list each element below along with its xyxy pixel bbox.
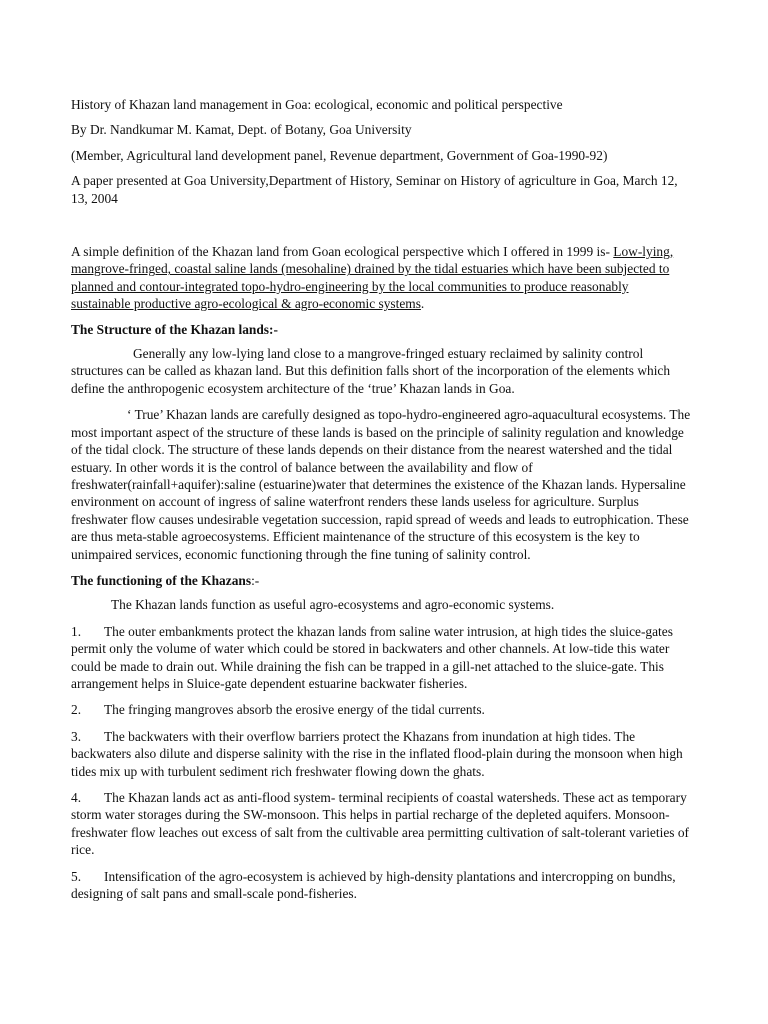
list-item-text: The backwaters with their overflow barriers protect the Khazans from inundation at high tides. The backwaters also dilute and disperse salinity with the rise in the inflated flood-plain during the monsoon when high tides mix up with turbulent sediment rich freshwater flowing down the ghats. <box>71 728 683 779</box>
functioning-heading <box>71 572 691 589</box>
list-item-text: Intensification of the agro-ecosystem is achieved by high-density plantations and intercropping on bundhs, designing of salt pans and small-scale pond-fisheries. <box>71 868 676 902</box>
list-item-text: The outer embankments protect the khazan lands from saline water intrusion, at high tides the sluice-gates permit only the volume of water which could be stored in backwaters and other channels. At low-tide this water could be made to drain out. While draining the fish can be trapped in a gill-net attached to the sluice-gate. This arrangement helps in Sluice-gate dependent estuarine backwater fisheries. <box>71 623 673 691</box>
list-item <box>71 728 691 780</box>
paper-title: History of Khazan land management in Goa: ecological, economic and political perspective <box>71 97 563 112</box>
presentation-line: A paper presented at Goa University,Department of History, Seminar on History of agriculture in Goa, March 12, 13, 2004 <box>71 173 678 206</box>
list-item <box>71 623 691 693</box>
functioning-heading-text: The functioning of the Khazans <box>71 572 252 588</box>
definition-underlined: Low-lying, mangrove-fringed, coastal saline lands (mesohaline) drained by the tidal estuaries which have been subjected to planned and contour-integrated topo-hydro-engineering by the local communities to produce reasonably sustainable productive agro-ecological & agro-economic systems <box>71 244 674 312</box>
list-item-number: 2. <box>71 702 82 718</box>
membership-line: (Member, Agricultural land development panel, Revenue department, Government of Goa-1990-92) <box>71 147 608 163</box>
list-item-number: 4. <box>71 790 82 805</box>
list-item <box>71 789 691 859</box>
definition-end: . <box>420 296 425 312</box>
structure-heading: The Structure of the Khazan lands:- <box>71 321 278 337</box>
list-item-number: 5. <box>71 868 82 884</box>
structure-paragraph-2: ‘ True’ Khazan lands are carefully designed as topo-hydro-engineered agro-aquacultural ecosystems. The most important aspect of the structure of these lands is based on the principle of salinity regulation and knowledge of the tidal clock. The structure of these lands depends on their distance from the nearest watershed and the tidal estuary. In other words it is the control of balance between the availability and flow of freshwater(rainfall+aquifer):saline (estuarine)water that determines the existence of the Khazan lands. Hypersaline environment on account of ingress of saline waterfront renders these lands useless for agriculture. Surplus freshwater flow causes undesirable vegetation succession, rapid spread of weeds and leads to eutrophication. These are thus meta-stable agroecosystems. Efficient maintenance of the structure of this ecosystem is the key to unimpaired services, economic functioning through the fine tuning of salinity control. <box>71 407 691 562</box>
functioning-heading-suffix: :- <box>251 572 260 588</box>
list-item-number: 3. <box>71 728 82 744</box>
definition-lead: A simple definition of the Khazan land from Goan ecological perspective which I offered in 1999 is- <box>71 244 610 260</box>
list-item-text: The fringing mangroves absorb the erosive energy of the tidal currents. <box>104 702 485 718</box>
definition-paragraph <box>71 243 691 313</box>
structure-paragraph-1: Generally any low-lying land close to a mangrove-fringed estuary reclaimed by salinity control structures can be called as khazan land. But this definition falls short of the incorporation of the elements which define the anthropogenic ecosystem architecture of the ‘true’ Khazan lands in Goa. <box>71 346 671 396</box>
list-item <box>71 868 691 903</box>
functioning-list <box>71 623 691 903</box>
list-item-text: The Khazan lands act as anti-flood system- terminal recipients of coastal watersheds. These act as temporary storm water storages during the SW-monsoon. This helps in partial recharge of the depleted aquifers. Monsoon-freshwater flow leaches out excess of salt from the cultivable area permitting cultivation of salt-tolerant varieties of rice. <box>71 790 689 858</box>
list-item-number: 1. <box>71 623 82 639</box>
spacer <box>71 213 691 243</box>
list-item <box>71 701 691 718</box>
document-page <box>71 96 691 911</box>
author-line: By Dr. Nandkumar M. Kamat, Dept. of Botany, Goa University <box>71 122 412 138</box>
functioning-intro: The Khazan lands function as useful agro-ecosystems and agro-economic systems. <box>111 597 555 613</box>
